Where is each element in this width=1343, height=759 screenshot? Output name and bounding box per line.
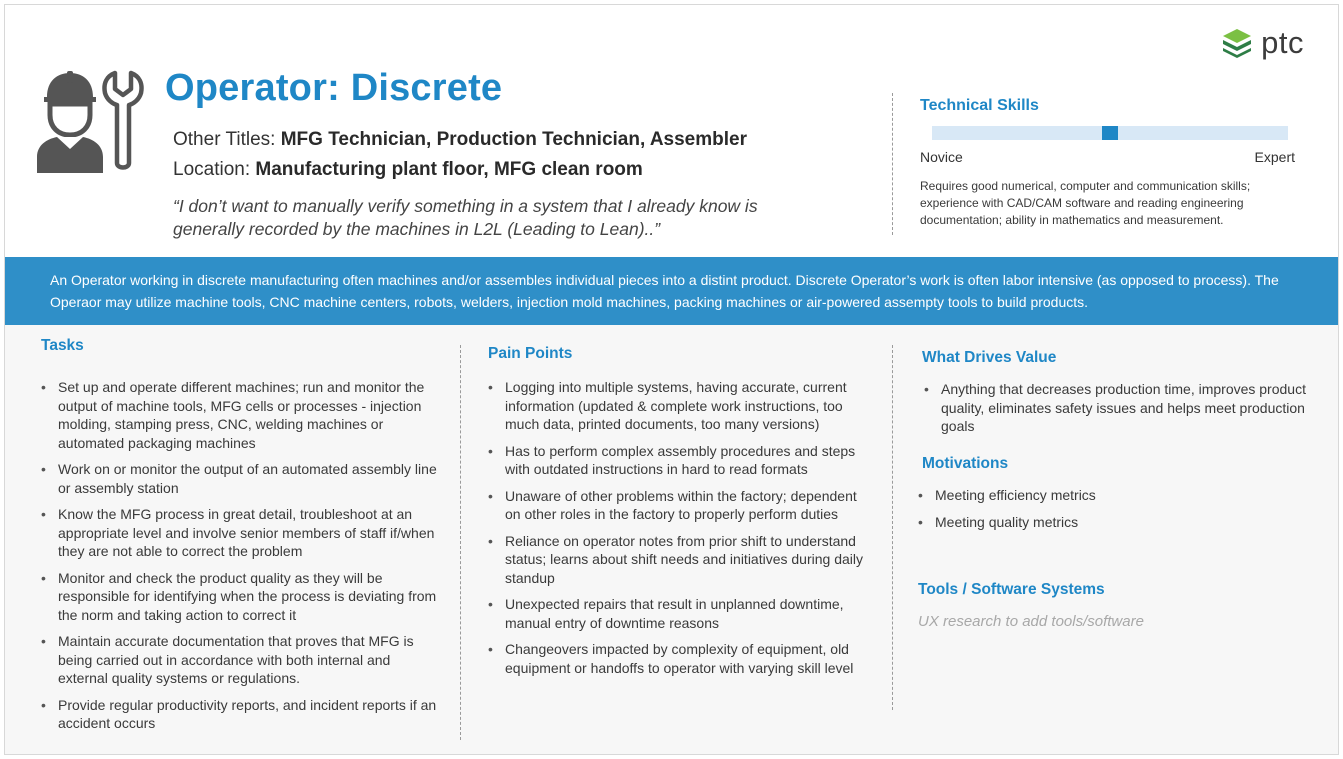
skill-level-track (932, 126, 1288, 140)
drives-value-heading: What Drives Value (922, 349, 1057, 366)
worker-avatar-icon (33, 67, 145, 177)
tools-note: UX research to add tools/software (918, 613, 1144, 630)
list-item: • Reliance on operator notes from prior shift to understand status; learns about shift needs and initiatives during daily standup (486, 532, 876, 588)
technical-skills-description: Requires good numerical, computer and communication skills; experience with CAD/CAM software and reading engineering documentation; ability in mathematics and measurement. (920, 179, 1251, 227)
ptc-logo-mark-icon (1221, 27, 1253, 59)
ptc-logo-text: ptc (1261, 25, 1304, 60)
role-summary-banner (5, 257, 1339, 325)
tasks-list (39, 378, 439, 741)
list-item: • Meeting quality metrics (916, 513, 1306, 532)
location-line (173, 155, 747, 185)
tools-heading: Tools / Software Systems (918, 581, 1105, 598)
list-item: • Unaware of other problems within the factory; dependent on other roles in the factory to properly perform duties (486, 487, 876, 524)
other-titles-label: Other Titles: (173, 129, 281, 150)
skill-level-marker (1102, 126, 1118, 140)
location-label: Location: (173, 159, 256, 180)
list-item: • Logging into multiple systems, having accurate, current information (updated & complete work instructions, too much data, printed documents, too many versions) (486, 378, 876, 434)
list-item: • Know the MFG process in great detail, troubleshoot at an appropriate level and involve senior members of staff if/when they are not able to correct the problem (39, 505, 439, 561)
skill-min-label: Novice (920, 149, 963, 165)
list-item: • Set up and operate different machines; run and monitor the output of machine tools, MFG cells or processes - injection molding, stamping press, CNC, welding machines or automated packaging machines (39, 378, 439, 452)
pain-points-list (486, 378, 876, 685)
header-divider (892, 93, 893, 235)
persona-meta (173, 125, 747, 185)
list-item: • Work on or monitor the output of an automated assembly line or assembly station (39, 460, 439, 497)
skill-scale (920, 149, 1295, 165)
motivations-heading: Motivations (922, 455, 1009, 472)
persona-title: Operator: Discrete (165, 67, 503, 109)
list-item: • Provide regular productivity reports, and incident reports if an accident occurs (39, 696, 439, 733)
motivations-list (916, 486, 1306, 539)
list-item: • Monitor and check the product quality as they will be responsible for identifying when the process is deviating from the norm and taking action to correct it (39, 569, 439, 625)
list-item: • Maintain accurate documentation that proves that MFG is being carried out in accordance with both internal and external quality systems or regulations. (39, 632, 439, 688)
technical-skills-heading: Technical Skills (920, 97, 1039, 114)
persona-card (4, 4, 1339, 755)
other-titles-line (173, 125, 747, 155)
column-divider-1 (460, 345, 461, 740)
list-item: • Anything that decreases production time, improves product quality, eliminates safety issues and helps meet production goals (922, 380, 1312, 436)
location-value: Manufacturing plant floor, MFG clean room (255, 159, 643, 180)
skill-max-label: Expert (1254, 149, 1295, 165)
list-item: • Changeovers impacted by complexity of equipment, old equipment or handoffs to operator with varying skill level (486, 640, 876, 677)
role-summary-text: An Operator working in discrete manufacturing often machines and/or assembles individual pieces into a distint product. Discrete Operator’s work is often labor intensive (as opposed to process). The Operaor may utilize machine tools, CNC machine centers, robots, welders, injection mold machines, packing machines or air-powered assempty tools to build products. (50, 272, 1279, 310)
persona-quote: “I don’t want to manually verify something in a system that I already know is generally recorded by the machines in L2L (Leading to Lean)..” (173, 196, 758, 239)
tasks-heading: Tasks (41, 337, 84, 354)
list-item: • Unexpected repairs that result in unplanned downtime, manual entry of downtime reasons (486, 595, 876, 632)
other-titles-value: MFG Technician, Production Technician, Assembler (280, 129, 747, 150)
technical-skills (920, 97, 1300, 229)
drives-value-list (922, 380, 1312, 444)
list-item: • Has to perform complex assembly procedures and steps with outdated instructions in hard to read formats (486, 442, 876, 479)
wrench-icon (104, 73, 141, 168)
column-divider-2 (892, 345, 893, 710)
pain-points-heading: Pain Points (488, 345, 573, 362)
persona-details (5, 325, 1339, 755)
list-item: • Meeting efficiency metrics (916, 486, 1306, 505)
ptc-logo (1221, 25, 1304, 61)
